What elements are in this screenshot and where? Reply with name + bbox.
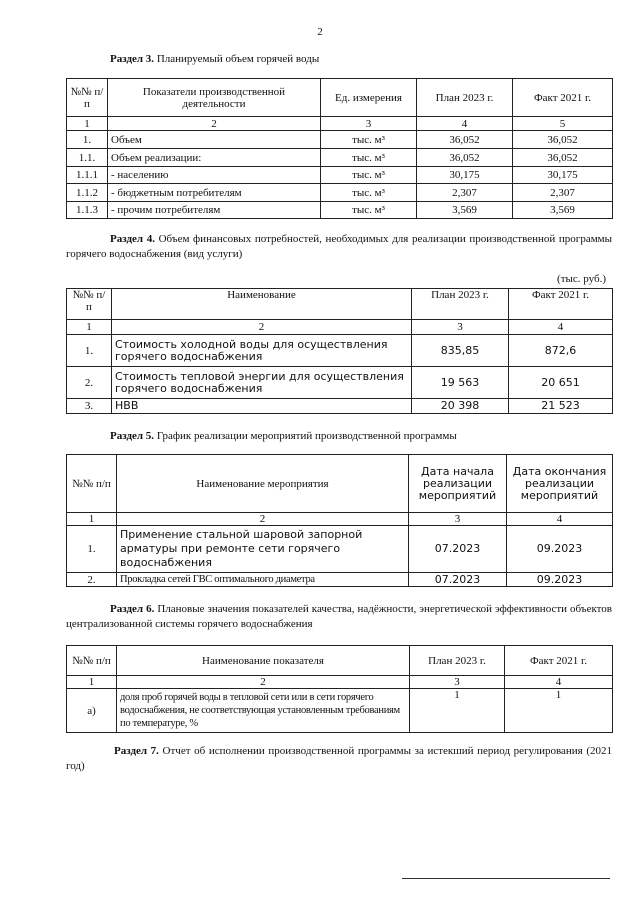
column-number: 2 <box>117 513 409 526</box>
column-number-row <box>67 513 613 526</box>
column-number-row <box>67 676 613 689</box>
row-number: а) <box>67 689 117 733</box>
row-fact: 36,052 <box>513 149 613 167</box>
table-header-row <box>67 79 613 117</box>
row-start-date: 07.2023 <box>409 573 507 587</box>
section-7-title <box>66 744 612 774</box>
row-unit: тыс. м³ <box>321 149 417 167</box>
table-row <box>67 184 613 202</box>
row-plan: 30,175 <box>417 167 513 184</box>
header-cell: №№ п/п <box>67 455 117 513</box>
row-fact: 3,569 <box>513 202 613 219</box>
column-number-row <box>67 320 613 335</box>
row-number: 2. <box>67 573 117 587</box>
section-6-table <box>66 645 613 733</box>
section-6-title <box>66 602 612 632</box>
row-name: Объем реализации: <box>108 149 321 167</box>
column-number-row <box>67 117 613 131</box>
header-cell: План 2023 г. <box>417 79 513 117</box>
row-name: Объем <box>108 131 321 149</box>
section-3-title-text: Планируемый объем горячей воды <box>154 53 320 65</box>
section-7-title-text: Отчет об исполнении производственной программы за истекший период регулирования (2021 год) <box>66 745 612 772</box>
row-number: 1.1.2 <box>67 184 108 202</box>
column-number: 1 <box>67 513 117 526</box>
header-cell: №№ п/п <box>67 79 108 117</box>
table-header-row <box>67 289 613 320</box>
row-number: 2. <box>67 367 112 399</box>
row-name: Стоимость тепловой энергии для осуществления горячего водоснабжения <box>112 367 412 399</box>
row-number: 1. <box>67 335 112 367</box>
row-number: 1. <box>67 131 108 149</box>
row-unit: тыс. м³ <box>321 167 417 184</box>
column-number: 2 <box>117 676 410 689</box>
row-number: 1. <box>67 526 117 573</box>
row-plan: 2,307 <box>417 184 513 202</box>
table-header-row <box>67 646 613 676</box>
section-4-title-bold: Раздел 4. <box>110 233 155 245</box>
row-name: доля проб горячей воды в тепловой сети или в сети горячего водоснабжения, не соответствующая установленным требованиям по температуре, % <box>117 689 410 733</box>
row-end-date: 09.2023 <box>507 573 613 587</box>
row-number: 1.1.1 <box>67 167 108 184</box>
column-number: 2 <box>112 320 412 335</box>
section-3-title <box>110 52 319 67</box>
row-plan: 36,052 <box>417 149 513 167</box>
column-number: 4 <box>417 117 513 131</box>
table-row <box>67 202 613 219</box>
header-cell: Наименование мероприятия <box>117 455 409 513</box>
column-number: 4 <box>509 320 613 335</box>
row-number: 1.1. <box>67 149 108 167</box>
row-name: - бюджетным потребителям <box>108 184 321 202</box>
header-cell: №№ п/п <box>67 646 117 676</box>
row-fact: 30,175 <box>513 167 613 184</box>
column-number: 3 <box>409 513 507 526</box>
section-4-title-text: Объем финансовых потребностей, необходимых для реализации производственной программы горячего водоснабжения (вид услуги) <box>66 233 613 260</box>
header-cell: Факт 2021 г. <box>505 646 613 676</box>
row-start-date: 07.2023 <box>409 526 507 573</box>
column-number: 1 <box>67 320 112 335</box>
row-name: НВВ <box>112 399 412 414</box>
section-5-title-text: График реализации мероприятий производственной программы <box>154 430 457 442</box>
column-number: 3 <box>412 320 509 335</box>
row-unit: тыс. м³ <box>321 184 417 202</box>
section-4-table <box>66 288 613 414</box>
row-plan: 835,85 <box>412 335 509 367</box>
units-note: (тыс. руб.) <box>557 273 606 285</box>
row-fact: 2,307 <box>513 184 613 202</box>
header-cell: Наименование показателя <box>117 646 410 676</box>
row-fact: 872,6 <box>509 335 613 367</box>
page-number: 2 <box>317 26 323 38</box>
row-unit: тыс. м³ <box>321 202 417 219</box>
header-cell: Факт 2021 г. <box>509 289 613 320</box>
row-fact: 21 523 <box>509 399 613 414</box>
header-cell: Ед. измерения <box>321 79 417 117</box>
table-row <box>67 573 613 587</box>
row-end-date: 09.2023 <box>507 526 613 573</box>
row-fact: 20 651 <box>509 367 613 399</box>
section-5-title <box>110 429 457 444</box>
section-5-table <box>66 454 613 587</box>
row-plan: 1 <box>410 689 505 733</box>
section-3-table <box>66 78 613 219</box>
section-4-title <box>66 232 612 262</box>
section-5-title-bold: Раздел 5. <box>110 430 155 442</box>
header-cell: Дата окончания реализации мероприятий <box>507 455 613 513</box>
header-cell: План 2023 г. <box>412 289 509 320</box>
section-7-title-bold: Раздел 7. <box>114 745 159 757</box>
table-header-row <box>67 455 613 513</box>
section-6-title-bold: Раздел 6. <box>110 603 155 615</box>
row-plan: 36,052 <box>417 131 513 149</box>
row-name: Прокладка сетей ГВС оптимального диаметра <box>117 573 409 587</box>
row-name: Применение стальной шаровой запорной арматуры при ремонте сети горячего водоснабжения <box>117 526 409 573</box>
table-row <box>67 367 613 399</box>
row-number: 1.1.3 <box>67 202 108 219</box>
column-number: 1 <box>67 676 117 689</box>
row-plan: 20 398 <box>412 399 509 414</box>
row-number: 3. <box>67 399 112 414</box>
column-number: 4 <box>505 676 613 689</box>
column-number: 3 <box>321 117 417 131</box>
table-row <box>67 131 613 149</box>
table-row <box>67 335 613 367</box>
row-name: Стоимость холодной воды для осуществления горячего водоснабжения <box>112 335 412 367</box>
row-unit: тыс. м³ <box>321 131 417 149</box>
header-cell: Факт 2021 г. <box>513 79 613 117</box>
column-number: 2 <box>108 117 321 131</box>
table-row <box>67 526 613 573</box>
row-fact: 1 <box>505 689 613 733</box>
column-number: 5 <box>513 117 613 131</box>
footer-divider <box>402 878 610 879</box>
header-cell: Наименование <box>112 289 412 320</box>
table-row <box>67 149 613 167</box>
header-cell: Показатели производственной деятельности <box>108 79 321 117</box>
column-number: 4 <box>507 513 613 526</box>
section-3-title-bold: Раздел 3. <box>110 53 155 65</box>
header-cell: №№ п/п <box>67 289 112 320</box>
row-name: - населению <box>108 167 321 184</box>
table-row <box>67 689 613 733</box>
row-plan: 19 563 <box>412 367 509 399</box>
column-number: 1 <box>67 117 108 131</box>
row-plan: 3,569 <box>417 202 513 219</box>
header-cell: План 2023 г. <box>410 646 505 676</box>
row-name: - прочим потребителям <box>108 202 321 219</box>
section-6-title-text: Плановые значения показателей качества, надёжности, энергетической эффективности объектов централизованной системы горячего водоснабжения <box>66 603 613 630</box>
row-fact: 36,052 <box>513 131 613 149</box>
table-row <box>67 167 613 184</box>
column-number: 3 <box>410 676 505 689</box>
header-cell: Дата начала реализации мероприятий <box>409 455 507 513</box>
table-row <box>67 399 613 414</box>
